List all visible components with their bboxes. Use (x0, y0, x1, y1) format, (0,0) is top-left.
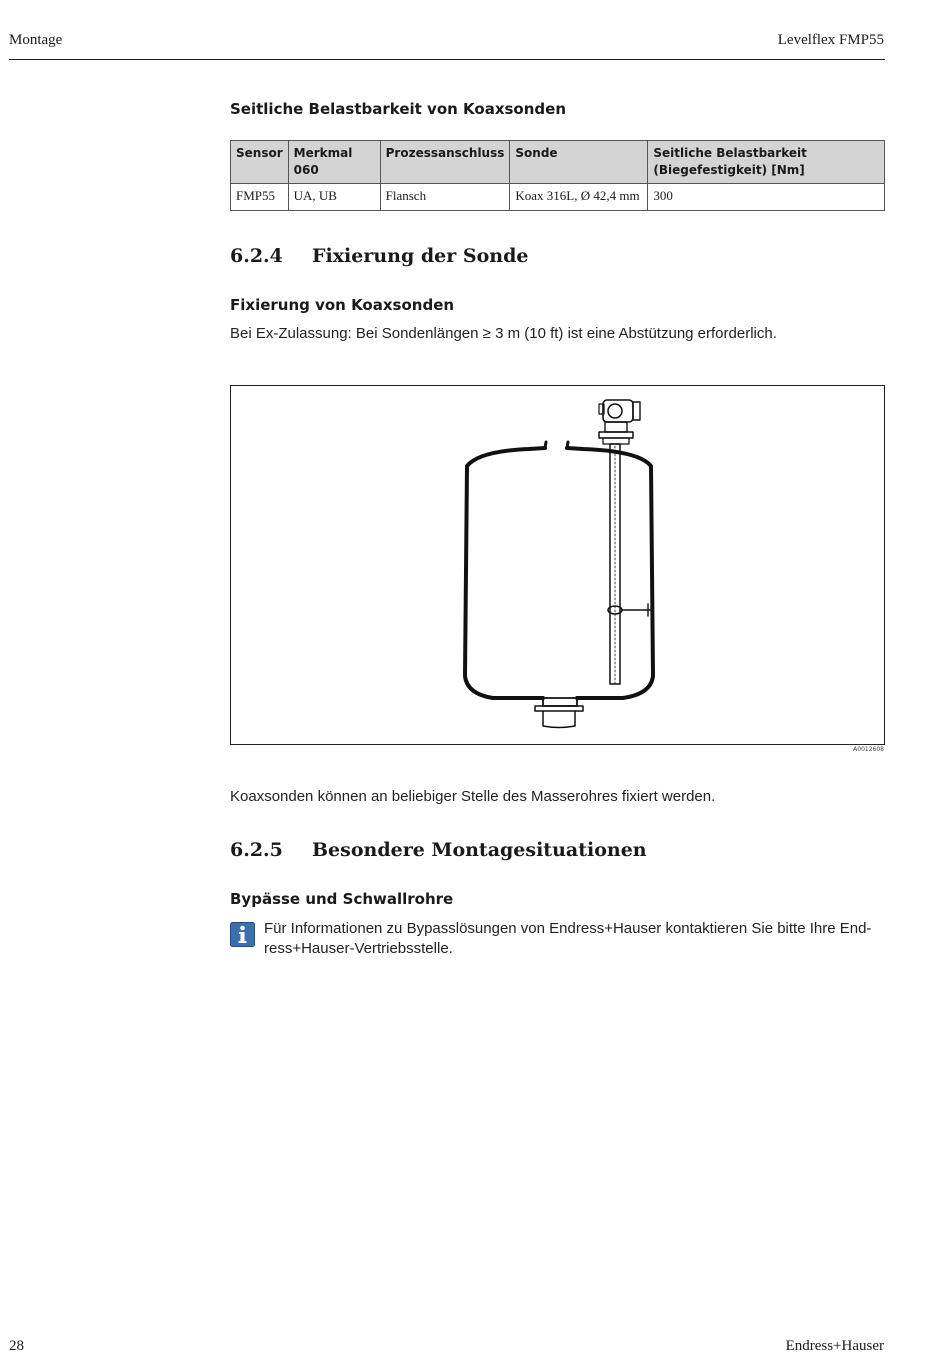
table-cell: Koax 316L, Ø 42,4 mm (510, 184, 648, 211)
section-title: Fixierung der Sonde (312, 245, 529, 267)
info-note (264, 919, 876, 959)
body-paragraph: Bei Ex-Zulassung: Bei Sondenlängen ≥ 3 m (10 ft) ist eine Abstützung erforderlich. (230, 325, 777, 342)
info-note-line: ress+Hauser-Vertriebsstelle. (264, 940, 453, 957)
table-cell: FMP55 (231, 184, 289, 211)
header-rule (9, 59, 885, 60)
info-icon (230, 922, 255, 947)
table-header-cell: Seitliche Belastbarkeit (Biegefestigkeit) [Nm] (648, 141, 885, 184)
load-capacity-table (230, 140, 885, 211)
table-section-title: Seitliche Belastbarkeit von Koaxsonden (230, 100, 566, 118)
figure-id: A0012608 (853, 746, 884, 753)
subsection-title: Bypässe und Schwallrohre (230, 890, 454, 908)
table-section (230, 100, 885, 118)
section-number: 6.2.4 (230, 245, 283, 267)
header-product-label: Levelflex FMP55 (777, 32, 884, 48)
table-header-cell: Prozessanschluss (380, 141, 510, 184)
section-heading-624 (230, 245, 885, 267)
tank-illustration (231, 386, 884, 744)
figure-caption-text: Koaxsonden können an beliebiger Stelle des Masserohres fixiert werden. (230, 788, 716, 805)
page-number: 28 (9, 1338, 24, 1354)
header-section-label: Montage (9, 32, 63, 48)
section-heading-625 (230, 839, 885, 861)
section-title: Besondere Montagesituationen (312, 839, 647, 861)
table-header-row (231, 141, 885, 184)
table-header-cell: Sonde (510, 141, 648, 184)
tank-probe-figure (230, 385, 885, 745)
table-cell: Flansch (380, 184, 510, 211)
table-cell: 300 (648, 184, 885, 211)
table-row (231, 184, 885, 211)
footer-brand: Endress+Hauser (785, 1338, 884, 1354)
table-header-cell: Sensor (231, 141, 289, 184)
section-number: 6.2.5 (230, 839, 283, 861)
info-note-line: Für Informationen zu Bypasslösungen von Endress+Hauser kontaktieren Sie bitte Ihre End- (264, 920, 872, 937)
table-header-cell: Merkmal 060 (288, 141, 380, 184)
table-cell: UA, UB (288, 184, 380, 211)
subsection-title: Fixierung von Koaxsonden (230, 296, 455, 314)
